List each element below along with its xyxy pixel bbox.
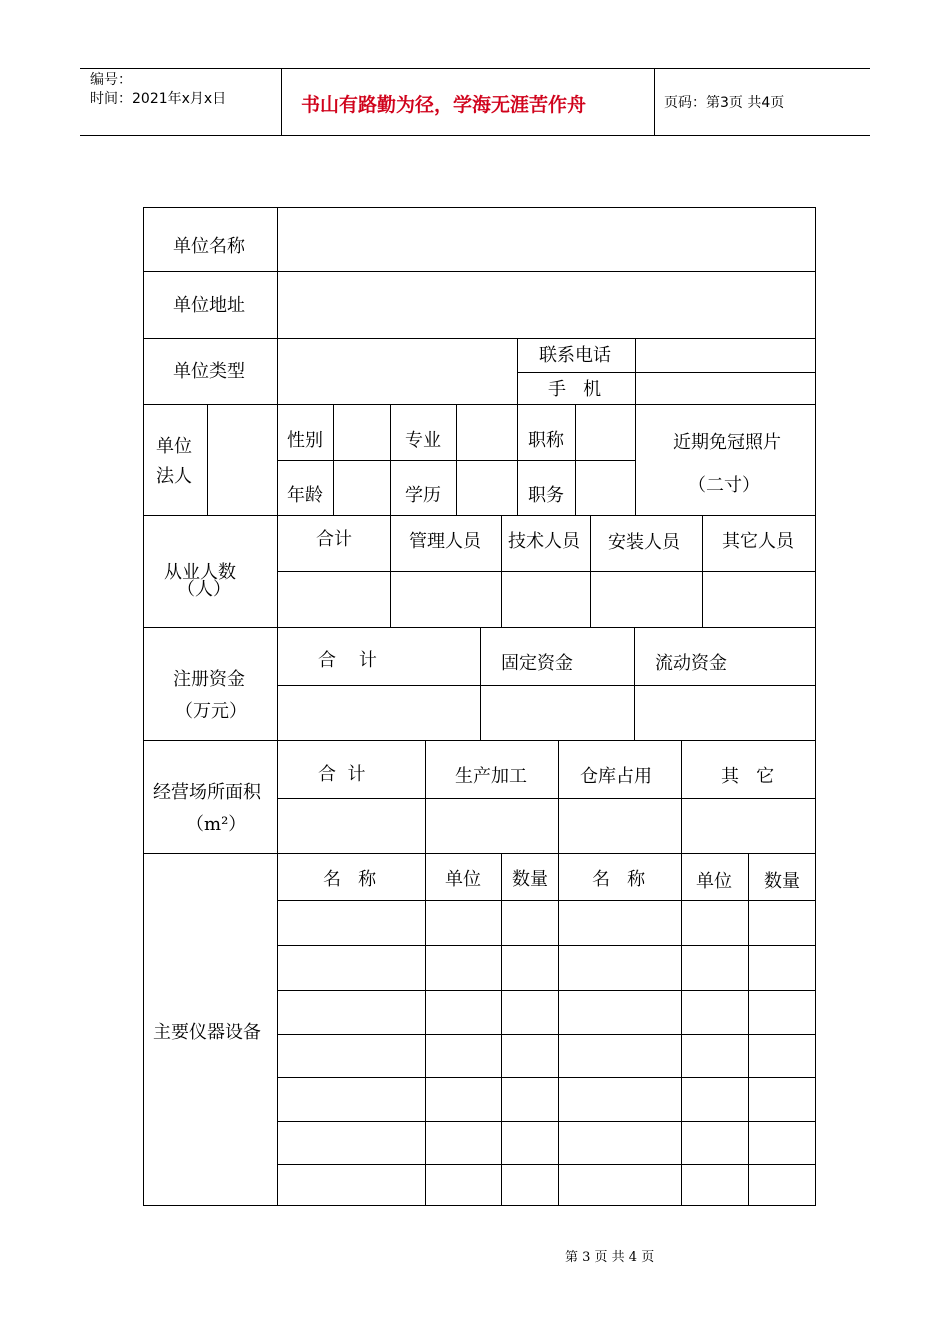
equipment-col-unit-1: 单位 xyxy=(445,869,481,890)
capital-col-fixed: 固定资金 xyxy=(501,653,573,674)
header-time-label: 时间：2021年x月x日 xyxy=(90,91,227,107)
employees-col-installation: 安装人员 xyxy=(608,532,680,553)
label-unit-type: 单位类型 xyxy=(173,361,245,382)
label-education: 学历 xyxy=(405,485,441,506)
area-col-total: 合 计 xyxy=(318,764,366,785)
header-bottom-rule xyxy=(80,135,870,136)
equipment-col-unit-2: 单位 xyxy=(696,871,732,892)
label-capital-line2: （万元） xyxy=(175,701,247,722)
label-legal-person-line1: 单位 xyxy=(156,436,192,457)
label-major: 专业 xyxy=(405,430,441,451)
photo-placeholder-line1: 近期免冠照片 xyxy=(673,432,781,453)
capital-col-total: 合 计 xyxy=(318,650,377,671)
header-number-label: 编号： xyxy=(90,72,132,88)
label-unit-name: 单位名称 xyxy=(173,236,245,257)
footer-page-number: 第 3 页 共 4 页 xyxy=(565,1250,655,1265)
employees-col-other: 其它人员 xyxy=(722,531,794,552)
employees-col-technical: 技术人员 xyxy=(508,531,580,552)
label-position: 职务 xyxy=(528,485,564,506)
label-title: 职称 xyxy=(528,430,564,451)
header-top-rule xyxy=(80,68,870,69)
header-divider-right xyxy=(654,68,655,135)
label-contact-phone: 联系电话 xyxy=(539,345,611,366)
equipment-col-name-1: 名 称 xyxy=(323,869,377,890)
equipment-col-qty-2: 数量 xyxy=(764,871,800,892)
label-employees-line1: 从业人数 xyxy=(164,562,236,583)
employees-col-management: 管理人员 xyxy=(409,531,481,552)
label-unit-address: 单位地址 xyxy=(173,295,245,316)
label-employees-line2: （人） xyxy=(177,579,231,600)
label-area-line1: 经营场所面积 xyxy=(153,782,261,803)
label-capital-line1: 注册资金 xyxy=(173,669,245,690)
equipment-col-qty-1: 数量 xyxy=(512,869,548,890)
photo-placeholder-line2: （二寸） xyxy=(688,475,760,496)
area-col-warehouse: 仓库占用 xyxy=(580,766,652,787)
label-mobile: 手 机 xyxy=(548,379,602,400)
employees-col-total: 合计 xyxy=(316,529,352,550)
area-col-other: 其 它 xyxy=(721,766,775,787)
label-legal-person-line2: 法人 xyxy=(156,466,192,487)
header-divider-left xyxy=(281,68,282,135)
label-equipment: 主要仪器设备 xyxy=(153,1022,261,1043)
header-motto: 书山有路勤为径，学海无涯苦作舟 xyxy=(301,94,587,116)
label-gender: 性别 xyxy=(287,430,323,451)
capital-col-working: 流动资金 xyxy=(655,653,727,674)
area-col-production: 生产加工 xyxy=(455,766,527,787)
equipment-col-name-2: 名 称 xyxy=(592,869,646,890)
header-page-info: 页码：第3页 共4页 xyxy=(664,95,785,111)
label-age: 年龄 xyxy=(287,485,323,506)
label-area-line2: （m²） xyxy=(186,814,247,835)
